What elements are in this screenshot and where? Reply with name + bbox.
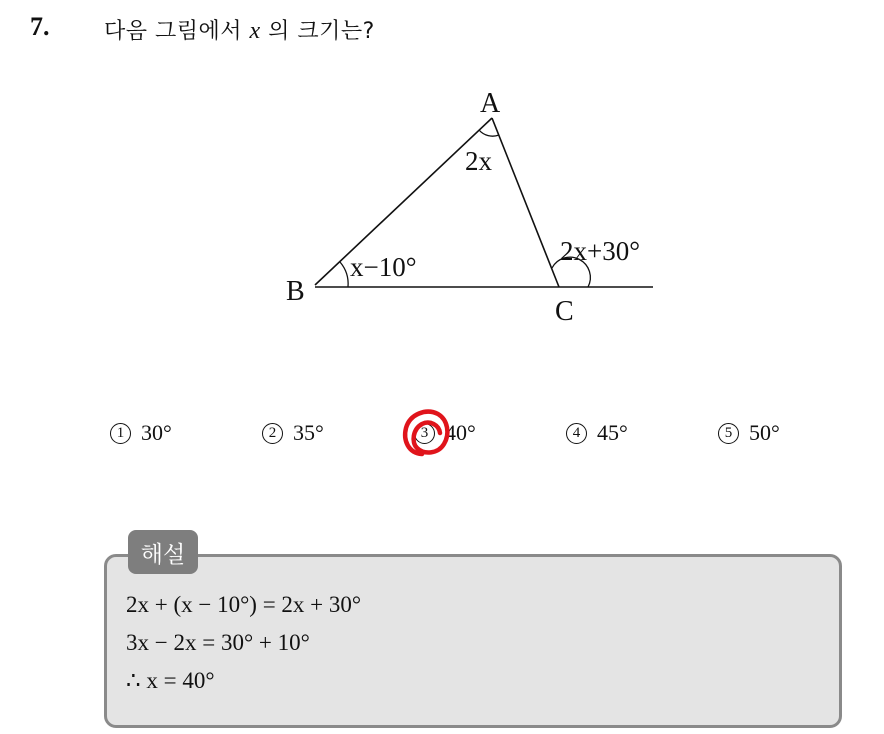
angle-label-b: x−10° <box>350 252 417 282</box>
explanation-tab: 해설 <box>128 530 198 574</box>
choice-2[interactable] <box>262 420 324 446</box>
triangle-figure <box>260 80 680 340</box>
question-text-before: 다음 그림에서 <box>104 19 243 44</box>
choice-value-2: 35° <box>293 420 324 445</box>
answer-mark-stroke <box>405 412 447 454</box>
choice-number-5: 5 <box>718 423 739 444</box>
solution-line-3: ∴ x = 40° <box>126 668 215 693</box>
angle-arc-a <box>479 130 499 136</box>
vertex-label-c: C <box>555 296 574 327</box>
choice-1[interactable] <box>110 420 172 446</box>
vertex-label-a: A <box>480 88 501 119</box>
choice-number-2: 2 <box>262 423 283 444</box>
choice-number-4: 4 <box>566 423 587 444</box>
angle-label-a: 2x <box>465 146 492 176</box>
question-text <box>104 14 375 45</box>
choice-5[interactable] <box>718 420 780 446</box>
choice-number-1: 1 <box>110 423 131 444</box>
choice-number-3: 3 <box>414 423 435 444</box>
angle-label-c-exterior: 2x+30° <box>560 236 641 266</box>
answer-circle-mark <box>400 404 456 464</box>
angle-arc-b <box>340 262 348 287</box>
choice-value-3: 40° <box>445 420 476 445</box>
choice-value-1: 30° <box>141 420 172 445</box>
vertex-label-b: B <box>286 276 305 307</box>
choice-4[interactable] <box>566 420 628 446</box>
solution-line-1: 2x + (x − 10°) = 2x + 30° <box>126 592 362 617</box>
question-number: 7. <box>30 12 50 41</box>
question-text-after: 의 크기는? <box>268 19 375 44</box>
solution-line-2: 3x − 2x = 30° + 10° <box>126 630 310 655</box>
choice-value-4: 45° <box>597 420 628 445</box>
question-variable: x <box>249 18 261 44</box>
choice-value-5: 50° <box>749 420 780 445</box>
side-ac <box>492 118 559 287</box>
